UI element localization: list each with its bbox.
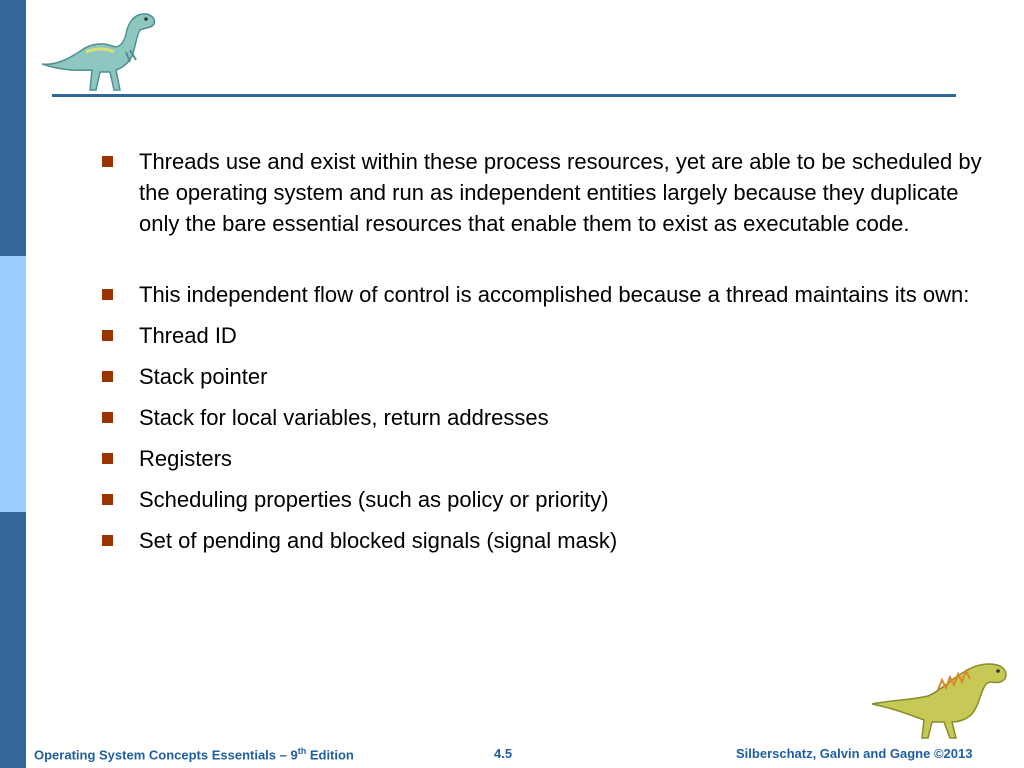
footer-course-prefix: Operating System Concepts Essentials – 9 <box>34 747 298 763</box>
bullet-text: Set of pending and blocked signals (signal mask) <box>139 528 618 553</box>
footer-credit: Silberschatz, Galvin and Gagne ©2013 <box>736 746 973 761</box>
bullet-text: This independent flow of control is accomplished because a thread maintains its own: <box>139 282 970 307</box>
bullet-text: Threads use and exist within these process resources, yet are able to be scheduled by the operating system and run as independent entities largely because they duplicate only the bare essential resources that enable them to exist as executable code. <box>139 149 982 236</box>
header-divider <box>52 94 956 97</box>
list-item <box>102 525 992 556</box>
bullet-marker <box>102 156 113 167</box>
footer-course-suffix: Edition <box>306 747 354 763</box>
bullet-list <box>102 146 992 556</box>
list-item <box>102 279 992 310</box>
bullet-text: Stack for local variables, return addresses <box>139 405 549 430</box>
footer-course-title <box>34 746 354 762</box>
list-item <box>102 443 992 474</box>
sidebar-band-middle <box>0 256 26 512</box>
sidebar-band-top <box>0 0 26 256</box>
bullet-marker <box>102 371 113 382</box>
bullet-text: Registers <box>139 446 232 471</box>
bullet-marker <box>102 494 113 505</box>
bullet-text: Thread ID <box>139 323 237 348</box>
footer-course-sup: th <box>297 746 307 756</box>
dinosaur-icon <box>36 6 160 94</box>
bullet-marker <box>102 330 113 341</box>
bullet-text: Scheduling properties (such as policy or priority) <box>139 487 609 512</box>
list-item <box>102 361 992 392</box>
bullet-marker <box>102 289 113 300</box>
sidebar-band-bottom <box>0 512 26 768</box>
bullet-text: Stack pointer <box>139 364 268 389</box>
list-item <box>102 484 992 515</box>
list-item <box>102 402 992 433</box>
footer-page-number: 4.5 <box>494 746 513 761</box>
bullet-marker <box>102 453 113 464</box>
bullet-marker <box>102 412 113 423</box>
list-item <box>102 146 992 239</box>
dinosaur-icon <box>868 650 1018 742</box>
bullet-marker <box>102 535 113 546</box>
list-item <box>102 320 992 351</box>
